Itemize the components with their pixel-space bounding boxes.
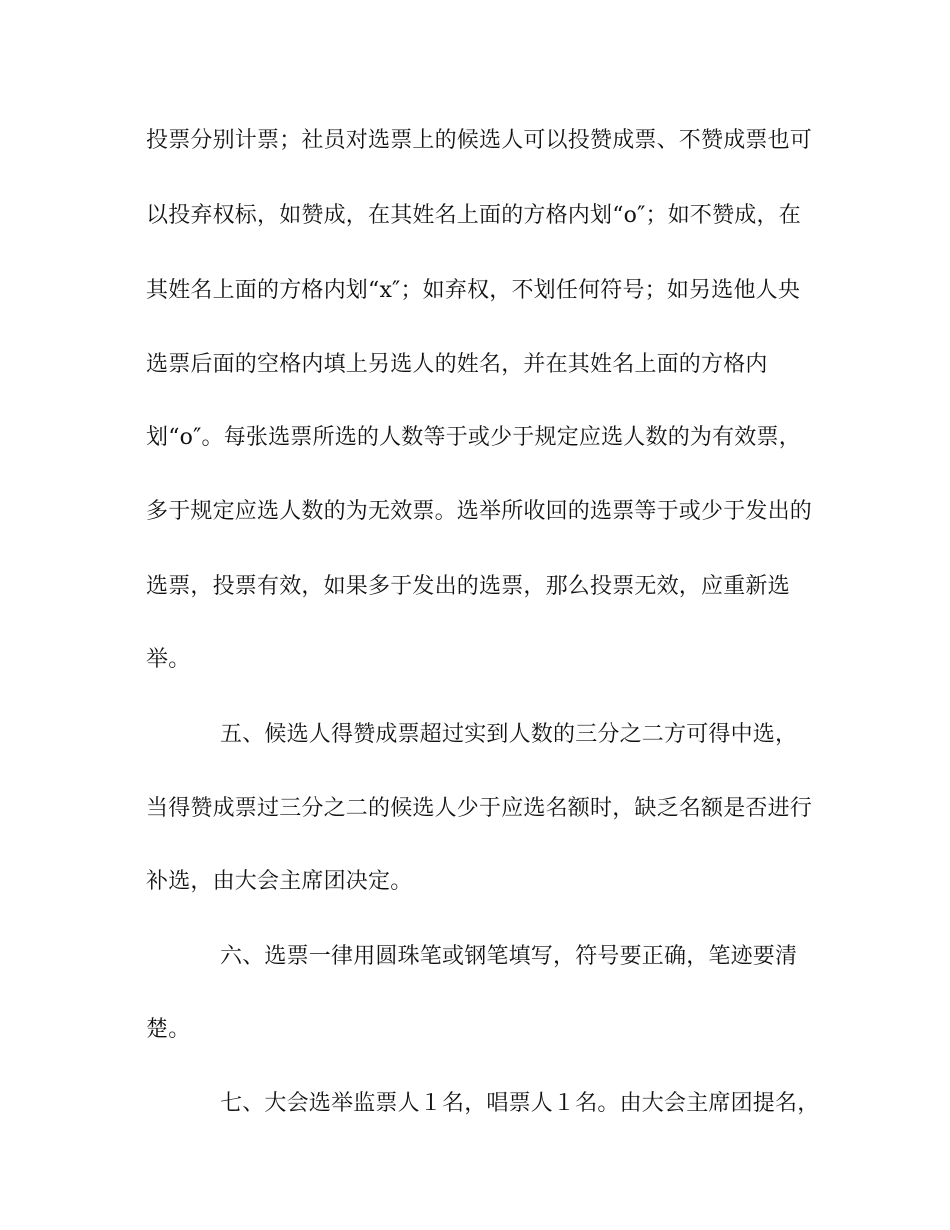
text-line: 当得赞成票过三分之二的候选人少于应选名额时，缺乏名额是否进行 bbox=[146, 796, 813, 821]
text-line: 楚。 bbox=[146, 1017, 191, 1042]
text-line: 补选，由大会主席团决定。 bbox=[146, 869, 413, 894]
text-line: 举。 bbox=[146, 647, 191, 672]
text-line: 选票，投票有效，如果多于发出的选票，那么投票无效，应重新选 bbox=[146, 574, 790, 599]
text-line: 划“o″。每张选票所选的人数等于或少于规定应选人数的为有效票， bbox=[146, 425, 801, 450]
text-line: 投票分别计票；社员对选票上的候选人可以投赞成票、不赞成票也可 bbox=[146, 128, 813, 153]
paragraph-start-line: 七、大会选举监票人１名，唱票人１名。由大会主席团提名， bbox=[220, 1091, 820, 1116]
paragraph-start-line: 五、候选人得赞成票超过实到人数的三分之二方可得中选， bbox=[220, 722, 798, 747]
text-line: 多于规定应选人数的为无效票。选举所收回的选票等于或少于发出的 bbox=[146, 499, 813, 524]
paragraph-start-line: 六、选票一律用圆珠笔或钢笔填写，符号要正确，笔迹要清 bbox=[220, 944, 798, 969]
text-line: 选票后面的空格内填上另选人的姓名，并在其姓名上面的方格内 bbox=[146, 352, 768, 377]
text-line: 其姓名上面的方格内划“x″；如弃权，不划任何符号；如另选他人央 bbox=[146, 278, 801, 303]
text-line: 以投弃权标，如赞成，在其姓名上面的方格内划“o″；如不赞成，在 bbox=[146, 203, 801, 228]
